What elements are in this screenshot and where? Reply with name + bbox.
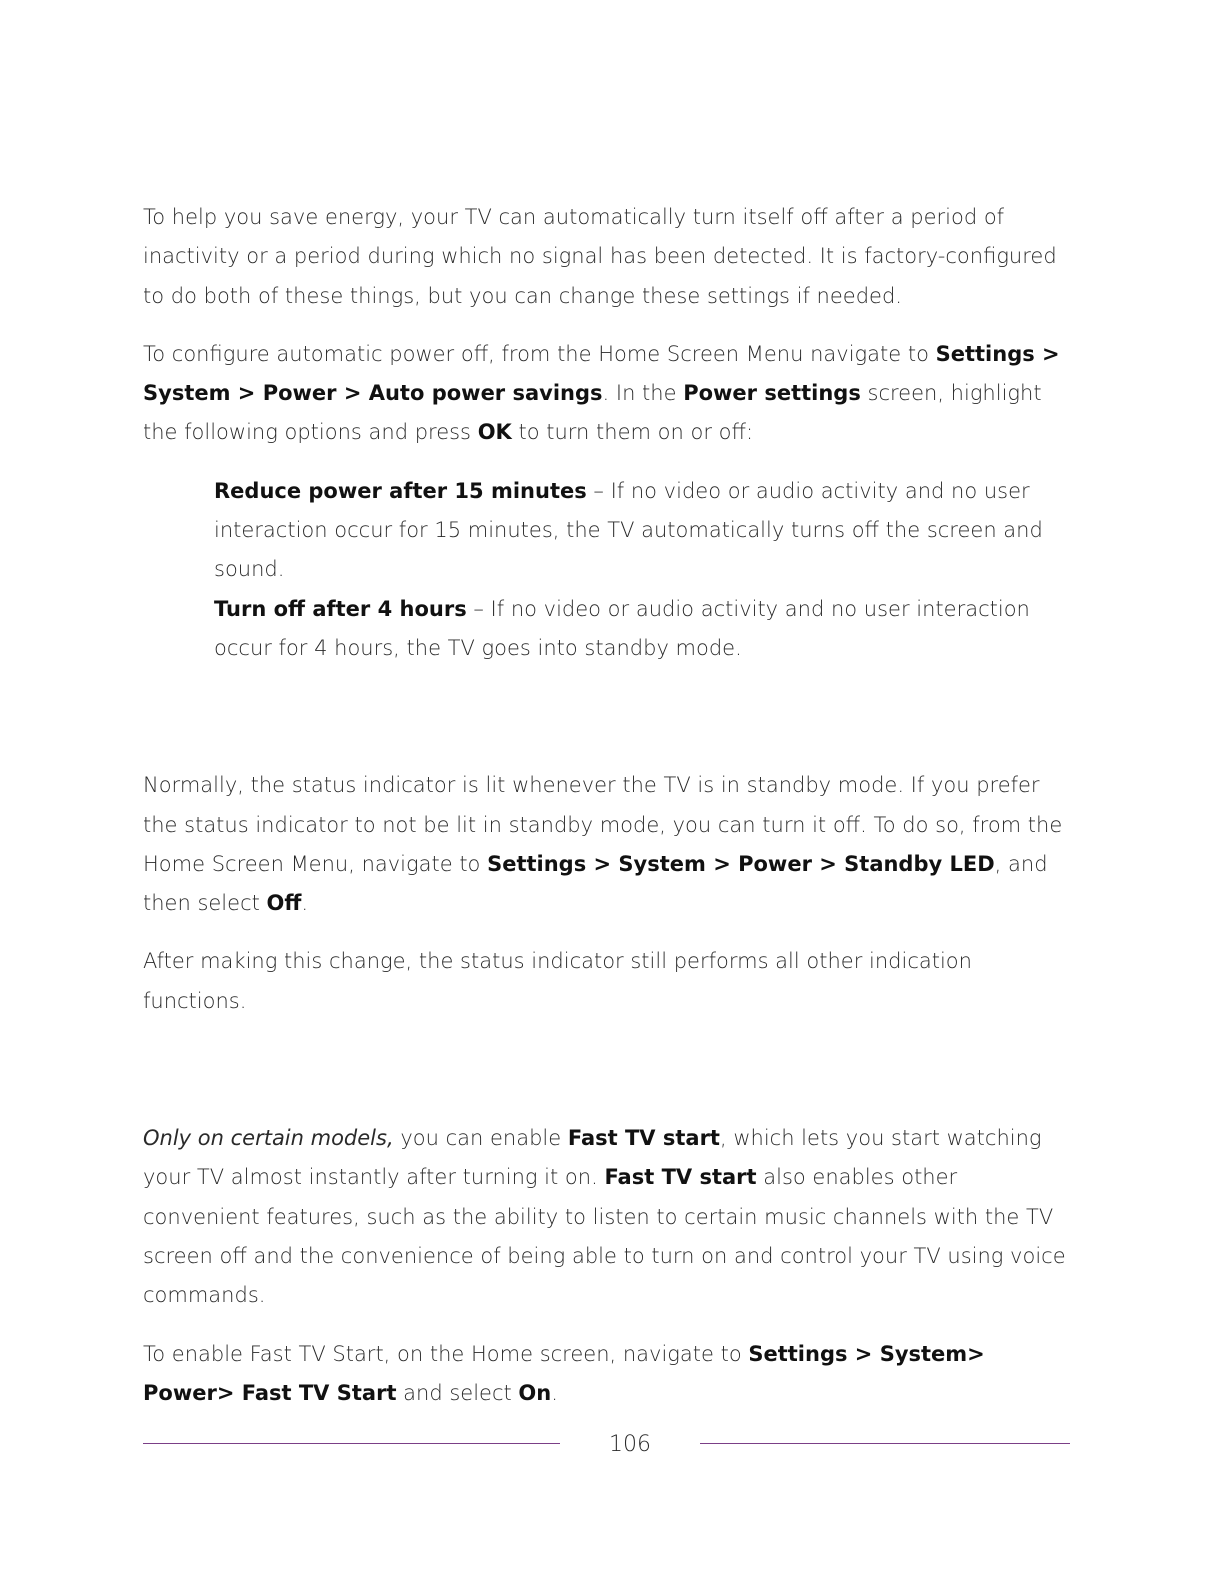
fast-start-c: also enables other convenient features, such as the ability to listen to certain music channels with the TV screen off and the convenience of being able to turn on and control your TV using voice commands. [143, 1165, 1066, 1308]
standby-end: . [301, 891, 309, 916]
fast-start-mid: and select [396, 1380, 519, 1405]
fast-start-prefix: To enable Fast TV Start, on the Home screen, navigate to [143, 1341, 749, 1366]
standby-led-para [143, 766, 1078, 923]
option-item [214, 472, 1078, 590]
fast-start-on-value: On [518, 1380, 552, 1405]
config-path: Settings > System > Power > Auto power savings [143, 341, 1060, 406]
standby-mid: , and then select [143, 851, 1048, 916]
option-title: Reduce power after 15 minutes [214, 478, 587, 503]
fast-start-a: you can enable [393, 1126, 568, 1151]
section-spacer [143, 668, 1078, 766]
config-suffix: to turn them on or off: [511, 420, 754, 445]
footer-rule-right [700, 1443, 1070, 1444]
page-content [143, 198, 1078, 1413]
fast-start-enable [143, 1335, 1078, 1414]
fast-start-para [143, 1119, 1078, 1315]
page-footer [143, 1428, 1070, 1462]
auto-power-intro: To help you save energy, your TV can automatically turn itself off after a period of inactivity or a period during which no signal has been detected. It is factory-configured to do both of these things, but you can change these settings if needed. [143, 205, 1057, 308]
section-spacer [143, 1021, 1078, 1119]
fast-start-b: , which lets you start watching your TV almost instantly after turning it on. [143, 1126, 1042, 1190]
fast-start-term: Fast TV start [604, 1165, 757, 1190]
option-item [214, 590, 1078, 669]
page-number: 106 [609, 1432, 651, 1457]
config-mid: . In the [602, 381, 684, 406]
footer-rule-left [143, 1443, 560, 1444]
option-title: Turn off after 4 hours [214, 596, 467, 621]
option-list [143, 472, 1078, 668]
config-ok-key: OK [477, 420, 512, 445]
fast-start-models-note: Only on certain models, [143, 1126, 394, 1151]
standby-prefix: Normally, the status indicator is lit whenever the TV is in standby mode. If you prefer the status indicator to not be lit in standby mode, you can turn it off. To do so, from the Home Screen Menu, navigate to [143, 773, 1063, 876]
standby-path: Settings > System > Power > Standby LED [487, 851, 995, 876]
fast-start-end: . [551, 1380, 558, 1405]
auto-power-config [143, 335, 1078, 453]
option-desc: – If no video or audio activity and no user interaction occur for 15 minutes, the TV automatically turns off the screen and sound. [214, 478, 1043, 582]
option-desc: – If no video or audio activity and no user interaction occur for 4 hours, the TV goes into standby mode. [214, 596, 1030, 660]
fast-start-path: Settings > System> Power> Fast TV Start [143, 1341, 985, 1405]
config-prefix: To configure automatic power off, from the Home Screen Menu navigate to [143, 341, 936, 366]
config-mid2: screen, highlight the following options and press [143, 381, 1042, 445]
standby-note: After making this change, the status indicator still performs all other indication functions. [143, 949, 972, 1013]
standby-off-value: Off [266, 891, 302, 916]
fast-start-term: Fast TV start [567, 1126, 720, 1151]
config-screen-name: Power settings [683, 381, 861, 406]
